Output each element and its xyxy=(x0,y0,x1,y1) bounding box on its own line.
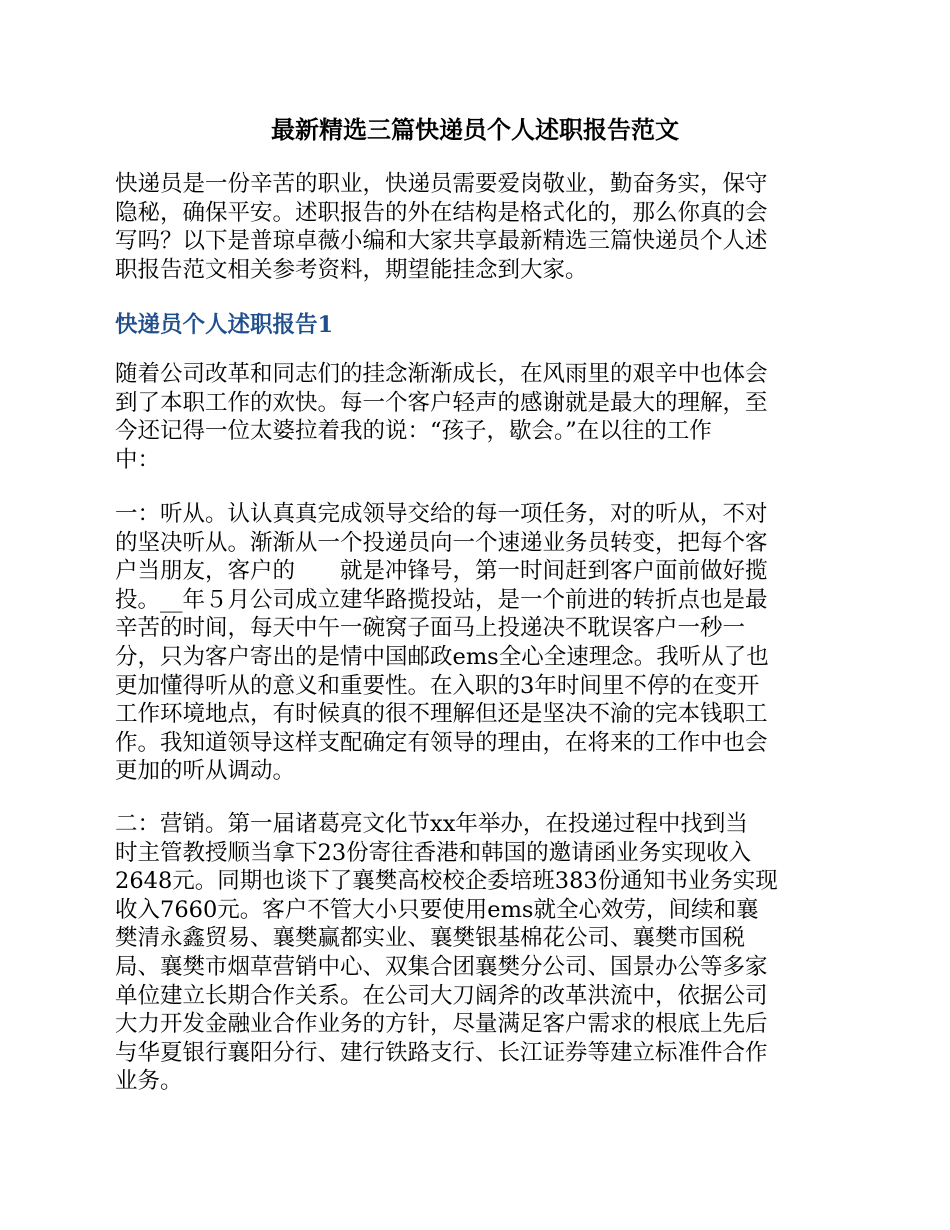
page-title: 最新精选三篇快递员个人述职报告范文 xyxy=(271,115,679,144)
body-paragraph-1: 随着公司改革和同志们的挂念渐渐成长，在风雨里的艰辛中也体会 到了本职工作的欢快。每一个客户轻声的感谢就是最大的理解，至 今还记得一位太婆拉着我的说：“孩子，歇会。”在以往的工作 中： xyxy=(115,361,768,473)
section-heading: 快递员个人述职报告1 xyxy=(115,312,334,338)
body-paragraph-3: 二：营销。第一届诸葛亮文化节xx年举办，在投递过程中找到当 时主管教授顺当拿下23份寄往香港和韩国的邀请函业务实现收入 2648元。同期也谈下了襄樊高校校企委培班383份通知书业务实现 收入7660元。客户不管大小只要使用ems就全心效劳，间续和襄 樊清永鑫贸易、襄樊赢都实业、襄樊银基棉花公司、襄樊市国税 局、襄樊市烟草营销中心、双集合团襄樊分公司、国景办公等多家 单位建立长期合作关系。在公司大刀阔斧的改革洪流中，依据公司 大力开发金融业合作业务的方针，尽量满足客户需求的根底上先后 与华夏银行襄阳分行、建行铁路支行、长江证券等建立标准件合作 业务。 xyxy=(115,811,778,1095)
body-paragraph-2: 一：听从。认认真真完成领导交给的每一项任务，对的听从，不对 的坚决听从。渐渐从一个投递员向一个速递业务员转变，把每个客 户当朋友，客户的 就是冲锋号，第一时间赶到客户面前做好揽 投。__年５月公司成立建华路揽投站，是一个前进的转折点也是最 辛苦的时间，每天中午一碗窝子面马上投递决不耽误客户一秒一 分，只为客户寄出的是情中国邮政ems全心全速理念。我听从了也 更加懂得听从的意义和重要性。在入职的3年时间里不停的在变开 工作环境地点，有时候真的很不理解但还是坚决不渝的完本钱职工 作。我知道领导这样支配确定有领导的理由，在将来的工作中也会 更加的听从调动。 xyxy=(115,501,769,785)
intro-paragraph: 快递员是一份辛苦的职业，快递员需要爱岗敬业，勤奋务实，保守 隐秘，确保平安。述职报告的外在结构是格式化的，那么你真的会 写吗？以下是普琼卓薇小编和大家共享最新精选三篇快递员个人述 职报告范文相关参考资料，期望能挂念到大家。 xyxy=(115,171,768,283)
